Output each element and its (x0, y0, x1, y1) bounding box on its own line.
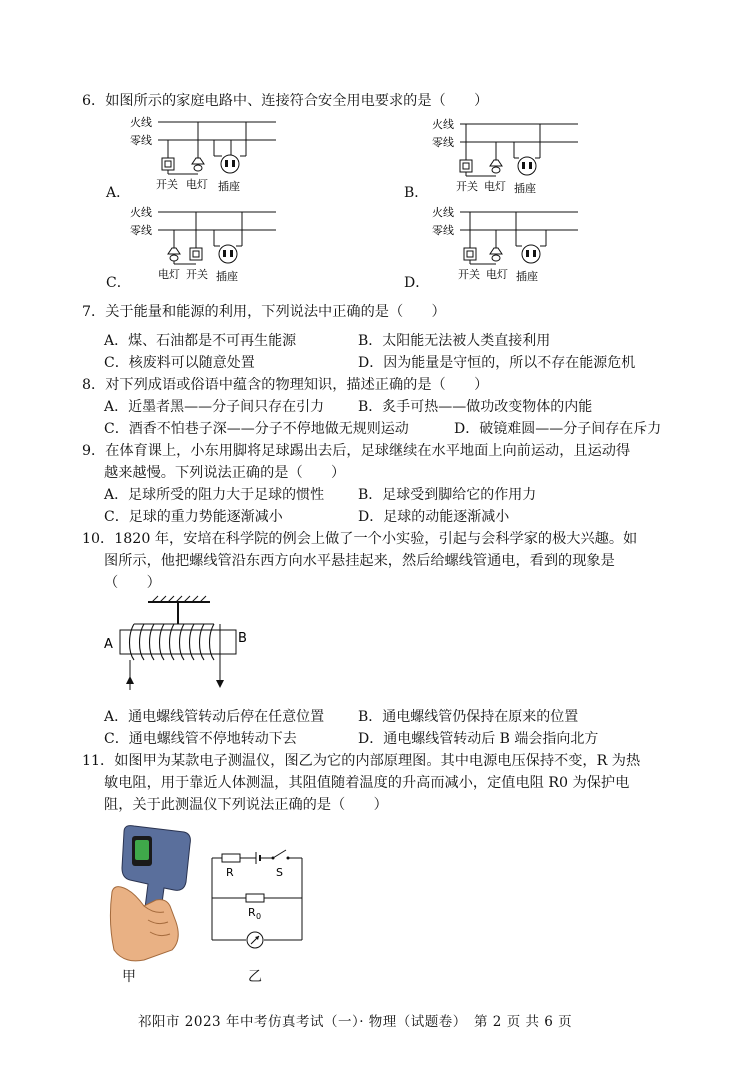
solenoid-diagram (100, 594, 260, 700)
svg-text:零线: 零线 (432, 224, 454, 237)
fig-yi-label: 乙 (248, 969, 262, 985)
q10-option-d[interactable]: D．通电螺线管转动后 B 端会指向北方 (358, 731, 599, 747)
q6-option-a[interactable]: A． (106, 185, 131, 201)
q11-stem-line2: 敏电阻，用于靠近人体测温，其阻值随着温度的升高而减小，定值电阻 R0 为保护电 (104, 775, 630, 791)
q9-stem-line2: 越来越慢。下列说法正确的是（ ） (104, 465, 346, 481)
svg-text:插座: 插座 (216, 270, 238, 283)
svg-text:火线: 火线 (130, 206, 152, 219)
svg-text:插座: 插座 (516, 270, 538, 283)
q10-stem-line3: （ ） (104, 575, 161, 591)
q9-option-b[interactable]: B．足球受到脚给它的作用力 (358, 487, 537, 503)
q6-stem: 6．如图所示的家庭电路中、连接符合安全用电要求的是（ ） (82, 93, 489, 109)
svg-text:零线: 零线 (130, 224, 152, 237)
switch-label: 开关 (156, 178, 178, 191)
q8-stem: 8．对下列成语或俗语中蕴含的物理知识，描述正确的是（ ） (82, 377, 489, 393)
svg-text:零线: 零线 (432, 136, 454, 149)
solenoid-end-b: B (238, 631, 247, 646)
svg-text:0: 0 (256, 912, 262, 921)
resistor-r0-label: R (248, 906, 256, 919)
q9-option-d[interactable]: D．足球的动能逐渐减小 (358, 509, 510, 525)
q7-option-b[interactable]: B．太阳能无法被人类直接利用 (358, 333, 551, 349)
solenoid-end-a: A (104, 637, 113, 652)
q10-option-a[interactable]: A．通电螺线管转动后停在任意位置 (104, 709, 325, 725)
q6-circuit-b (430, 114, 580, 198)
q9-option-a[interactable]: A．足球所受的阻力大于足球的惯性 (104, 487, 325, 503)
q8-option-d[interactable]: D．破镜难圆——分子间存在斥力 (454, 421, 662, 437)
fig-jia-label: 甲 (122, 969, 136, 985)
q8-option-a[interactable]: A．近墨者黑——分子间只存在引力 (104, 399, 325, 415)
q6-circuit-c (128, 202, 278, 286)
q10-stem-line2: 图所示，他把螺线管沿东西方向水平悬挂起来，然后给螺线管通电，看到的现象是 (104, 553, 615, 569)
svg-text:火线: 火线 (432, 118, 454, 131)
q10-option-c[interactable]: C．通电螺线管不停地转动下去 (104, 731, 297, 747)
q11-stem-line3: 阻，关于此测温仪下列说法正确的是（ ） (104, 797, 388, 813)
q7-option-a[interactable]: A．煤、石油都是不可再生能源 (104, 333, 297, 349)
q10-option-b[interactable]: B．通电螺线管仍保持在原来的位置 (358, 709, 579, 725)
q6-option-d[interactable]: D． (404, 275, 430, 291)
q8-option-c[interactable]: C．酒香不怕巷子深——分子不停地做无规则运动 (104, 421, 409, 437)
switch-s-label: S (276, 866, 283, 879)
q7-stem: 7．关于能量和能源的利用，下列说法中正确的是（ ） (82, 304, 446, 320)
svg-text:电灯: 电灯 (484, 180, 506, 193)
q7-option-d[interactable]: D．因为能量是守恒的，所以不存在能源危机 (358, 355, 636, 371)
svg-text:电灯: 电灯 (158, 268, 180, 281)
svg-text:开关: 开关 (458, 268, 480, 281)
q11-stem-line1: 11．如图甲为某款电子测温仪，图乙为它的内部原理图。其中电源电压保持不变，R 为热 (82, 753, 641, 769)
q11-circuit-diagram (206, 846, 310, 956)
page-footer: 祁阳市 2023 年中考仿真考试（一）· 物理（试题卷） 第 2 页 共 6 页 (138, 1014, 573, 1030)
svg-text:开关: 开关 (186, 268, 208, 281)
q9-stem-line1: 9．在体育课上，小东用脚将足球踢出去后，足球继续在水平地面上向前运动，且运动得 (82, 443, 631, 459)
q6-option-c[interactable]: C． (106, 275, 131, 291)
lamp-label: 电灯 (186, 178, 208, 191)
q6-circuit-a (128, 112, 278, 196)
q7-option-c[interactable]: C．核废料可以随意处置 (104, 355, 255, 371)
q6-circuit-d (430, 202, 580, 286)
svg-text:开关: 开关 (456, 180, 478, 193)
svg-text:电灯: 电灯 (486, 268, 508, 281)
resistor-r-label: R (226, 866, 234, 879)
svg-text:插座: 插座 (514, 182, 536, 195)
q6-option-b[interactable]: B． (404, 185, 429, 201)
svg-text:火线: 火线 (432, 206, 454, 219)
q8-option-b[interactable]: B．炙手可热——做功改变物体的内能 (358, 399, 593, 415)
socket-label: 插座 (218, 180, 240, 193)
neutral-wire-label: 零线 (130, 134, 152, 147)
thermometer-gun-illustration (104, 822, 196, 968)
q10-stem-line1: 10．1820 年，安培在科学院的例会上做了一个小实验，引起与会科学家的极大兴趣。如 (82, 531, 638, 547)
q9-option-c[interactable]: C．足球的重力势能逐渐减小 (104, 509, 283, 525)
live-wire-label: 火线 (130, 116, 152, 129)
